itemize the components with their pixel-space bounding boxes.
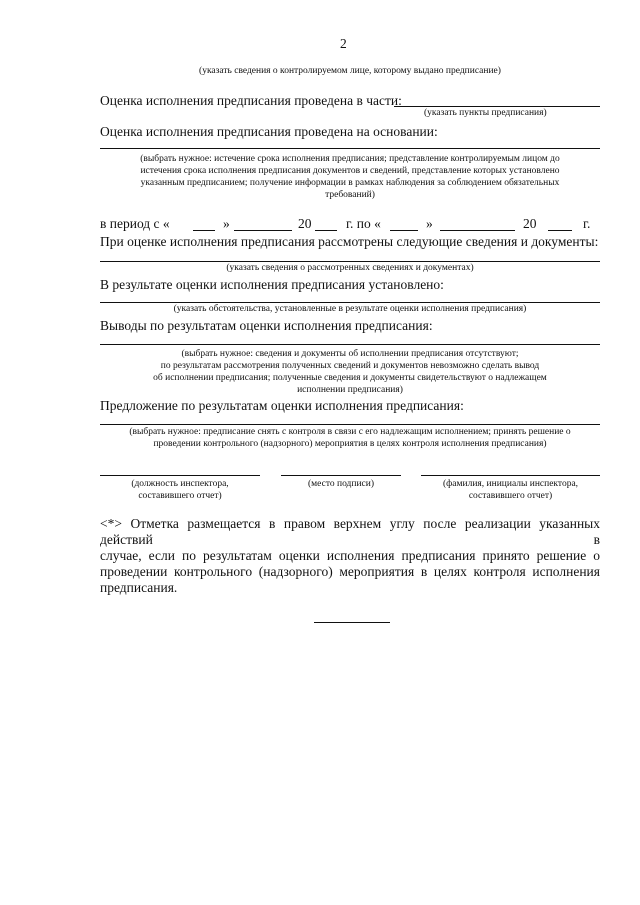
- period-to-label: г. по «: [346, 216, 381, 231]
- assessment-part-line[interactable]: [394, 106, 600, 107]
- assessment-part-label: Оценка исполнения предписания проведена в части:: [100, 93, 402, 108]
- basis-note: [100, 153, 600, 201]
- footnote-line: предписания.: [100, 580, 178, 595]
- basis-note-line: (выбрать нужное: истечение срока исполнения предписания; представление контролируемым лицом до: [140, 154, 560, 164]
- signature-name-line[interactable]: [421, 475, 600, 476]
- period-from-month-line[interactable]: [234, 230, 292, 231]
- conclusions-label: Выводы по результатам оценки исполнения предписания:: [100, 318, 433, 333]
- signature-position-note-line: составившего отчет): [138, 491, 222, 501]
- conclusions-note-line: по результатам рассмотрения полученных сведений и документов невозможно сделать вывод: [160, 361, 540, 371]
- assessment-basis-label: Оценка исполнения предписания проведена на основании:: [100, 124, 438, 139]
- signature-name-note-line: составившего отчет): [468, 491, 553, 501]
- result-note: (указать обстоятельства, установленные в результате оценки исполнения предписания): [173, 304, 527, 314]
- signature-place-note: [281, 478, 401, 490]
- result-line[interactable]: [100, 302, 600, 303]
- conclusions-note: [100, 348, 600, 396]
- signature-position-line[interactable]: [100, 475, 260, 476]
- period-to-day-line[interactable]: [390, 230, 418, 231]
- page-number: 2: [340, 36, 347, 51]
- end-separator-line: [314, 622, 390, 623]
- proposal-line[interactable]: [100, 424, 600, 425]
- proposal-note: [100, 426, 600, 450]
- proposal-note-line: (выбрать нужное: предписание снять с контроля в связи с его надлежащим исполнением; принять решение о: [129, 427, 571, 437]
- proposal-note-line: проведении контрольного (надзорного) мероприятия в целях контроля исполнения предписания): [153, 439, 547, 449]
- proposal-label: Предложение по результатам оценки исполнения предписания:: [100, 398, 464, 413]
- period-from-day-line[interactable]: [193, 230, 215, 231]
- signature-place-note-line: (место подписи): [307, 479, 375, 489]
- basis-note-line: указанным предписанием; получение информации в рамках наблюдения за соблюдением обязательных: [140, 178, 560, 188]
- footnote-line: проведении контрольного (надзорного) мероприятия в целях контроля исполнения: [100, 564, 600, 579]
- signature-position-note-line: (должность инспектора,: [131, 479, 229, 489]
- period-to-year-line[interactable]: [548, 230, 572, 231]
- result-label: В результате оценки исполнения предписания установлено:: [100, 277, 444, 292]
- conclusions-line[interactable]: [100, 344, 600, 345]
- basis-note-line: истечения срока исполнения предписания документов и сведений, представление которых установлено: [140, 166, 560, 176]
- signature-position-note: [100, 478, 260, 502]
- period-to-year-prefix: 20: [523, 216, 537, 231]
- period-to-year-suffix: г.: [583, 216, 591, 231]
- assessment-part-note: (указать пункты предписания): [424, 108, 547, 118]
- period-from-year-line[interactable]: [315, 230, 337, 231]
- period-from-label: в период с «: [100, 216, 170, 231]
- conclusions-note-line: об исполнении предписания; полученные сведения и документы свидетельствуют о надлежащем: [153, 373, 547, 383]
- period-from-year-prefix: 20: [298, 216, 312, 231]
- documents-line[interactable]: [100, 261, 600, 262]
- documents-note: (указать сведения о рассмотренных сведениях и документах): [226, 263, 474, 273]
- signature-name-note: [421, 478, 600, 502]
- period-from-quote-close: »: [223, 216, 230, 231]
- footnote: [100, 516, 600, 596]
- period-to-quote-close: »: [426, 216, 433, 231]
- conclusions-note-line: исполнении предписания): [297, 385, 403, 395]
- period-to-month-line[interactable]: [440, 230, 515, 231]
- footnote-line: <*> Отметка размещается в правом верхнем углу после реализации указанных действий в: [100, 516, 600, 547]
- basis-note-line: требований): [325, 190, 375, 200]
- documents-label: При оценке исполнения предписания рассмотрены следующие сведения и документы:: [100, 234, 599, 249]
- conclusions-note-line: (выбрать нужное: сведения и документы об исполнении предписания отсутствуют;: [181, 349, 519, 359]
- signature-place-line[interactable]: [281, 475, 401, 476]
- assessment-basis-line[interactable]: [100, 148, 600, 149]
- signature-name-note-line: (фамилия, инициалы инспектора,: [442, 479, 579, 489]
- footnote-line: случае, если по результатам оценки исполнения предписания принято решение о: [100, 548, 600, 563]
- header-note: (указать сведения о контролируемом лице, которому выдано предписание): [199, 66, 501, 76]
